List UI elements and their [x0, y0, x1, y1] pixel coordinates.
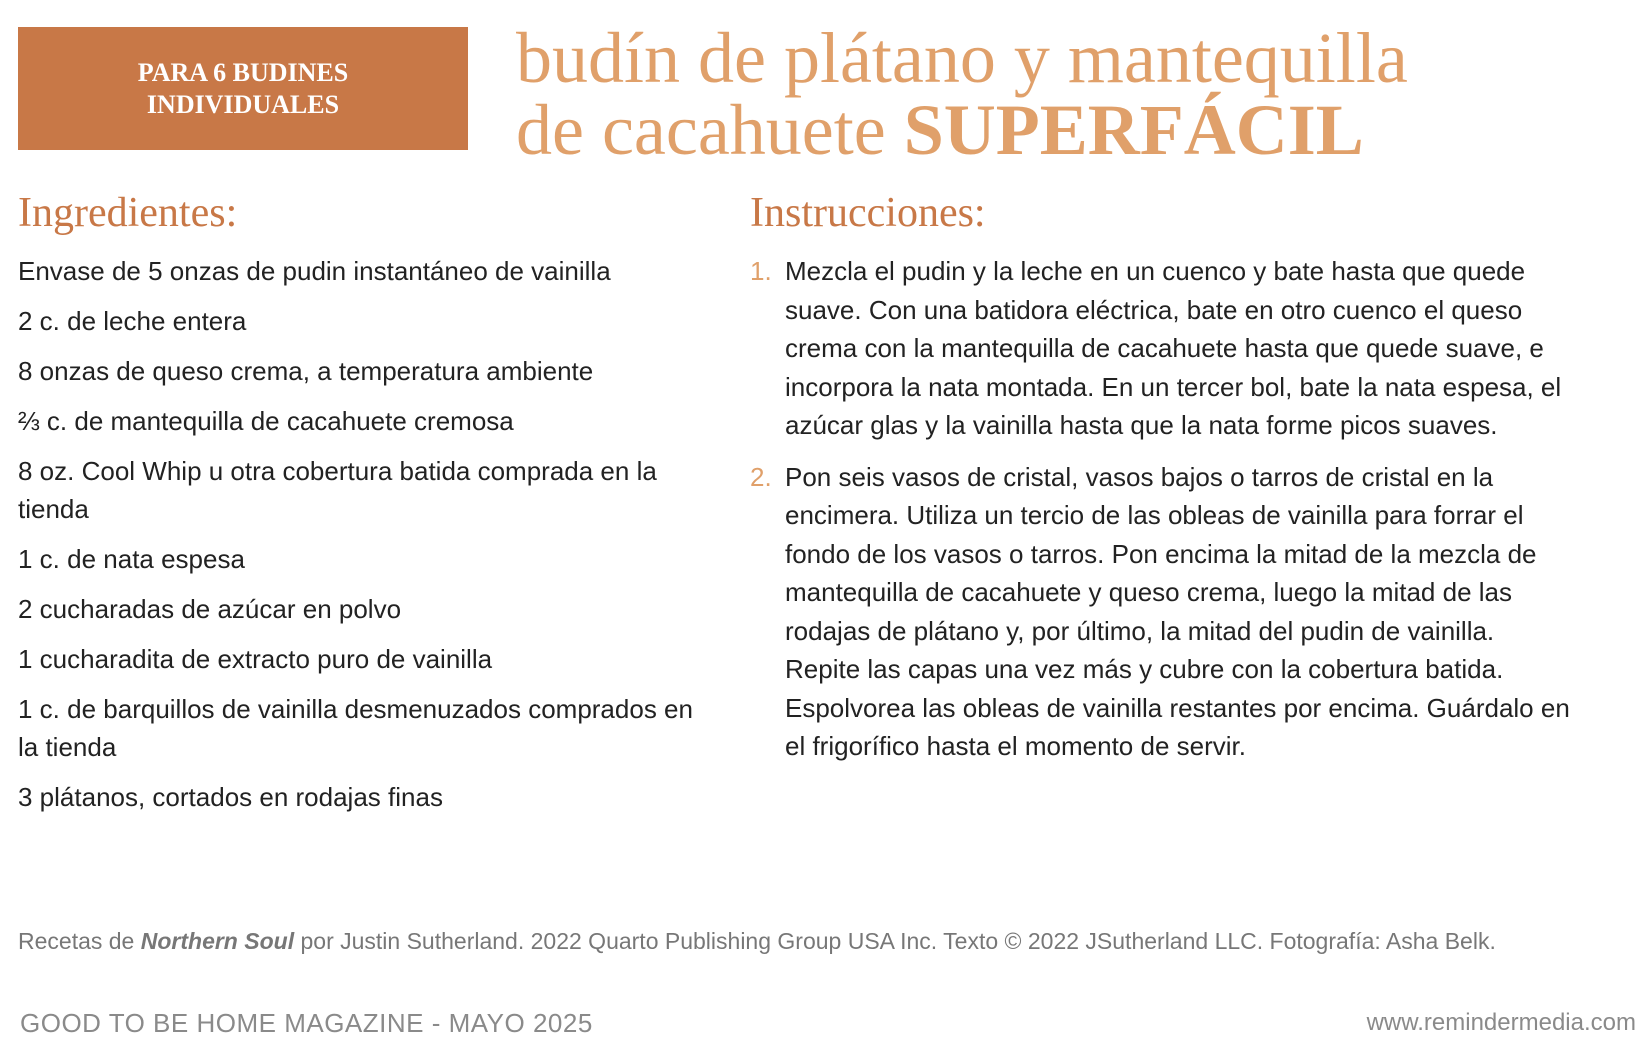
badge-line-1: PARA 6 BUDINES: [137, 57, 349, 87]
instructions-list: [750, 252, 1570, 779]
step-number: 1.: [750, 256, 772, 286]
recipe-credit: [18, 926, 1638, 956]
ingredient-item: 8 onzas de queso crema, a temperatura ambiente: [18, 356, 594, 386]
title-line-2: [516, 90, 1636, 170]
ingredient-item: 1 c. de nata espesa: [18, 544, 245, 574]
step-number: 2.: [750, 461, 772, 492]
credit-prefix: Recetas de: [18, 928, 141, 954]
ingredient-item: 3 plátanos, cortados en rodajas finas: [18, 782, 443, 812]
credit-suffix: por Justin Sutherland. 2022 Quarto Publishing Group USA Inc. Texto © 2022 JSutherland LLC. Fotografía: Asha Belk.: [294, 928, 1496, 954]
magazine-footer: GOOD TO BE HOME MAGAZINE - MAYO 2025: [20, 1008, 593, 1038]
step-text: Pon seis vasos de cristal, vasos bajos o tarros de cristal en la encimera. Utiliza un tercio de las obleas de vainilla para forrar el fondo de los vasos o tarros. Pon encima la mitad de la mezcla de mantequilla de cacahuete y queso crema, luego la mitad de las rodajas de plátano y, por último, la mitad del pudin de vainilla. Repite las capas una vez más y cubre con la cobertura batida. Espolvorea las obleas de vainilla restantes por encima. Guárdalo en el frigorífico hasta el momento de servir.: [785, 461, 1570, 761]
step-text: Mezcla el pudin y la leche en un cuenco y bate hasta que quede suave. Con una batidora eléctrica, bate en otro cuenco el queso crema con la mantequilla de cacahuete hasta que quede suave, e incorpora la nata montada. En un tercer bol, bate la nata espesa, el azúcar glas y la vainilla hasta que la nata forme picos suaves.: [785, 256, 1562, 440]
title-line-2-bold: SUPERFÁCIL: [903, 90, 1364, 170]
ingredient-item: 2 cucharadas de azúcar en polvo: [18, 594, 402, 624]
badge-line-2: INDIVIDUALES: [146, 89, 340, 119]
instruction-step: [750, 252, 1570, 445]
servings-badge: [18, 27, 468, 150]
ingredient-item: Envase de 5 onzas de pudin instantáneo de vainilla: [18, 256, 611, 286]
ingredient-item: 1 c. de barquillos de vainilla desmenuzados comprados en la tienda: [18, 694, 693, 762]
ingredient-item: 8 oz. Cool Whip u otra cobertura batida comprada en la tienda: [18, 456, 657, 524]
ingredient-item: 2 c. de leche entera: [18, 306, 247, 336]
credit-book-title: Northern Soul: [140, 928, 295, 954]
instructions-heading: Instrucciones:: [750, 190, 986, 236]
title-line-1: budín de plátano y mantequilla: [516, 18, 1408, 98]
ingredients-list: [18, 252, 718, 828]
ingredients-heading: Ingredientes:: [18, 190, 238, 236]
title-line-2-regular: de cacahuete: [516, 90, 904, 170]
ingredient-item: 1 cucharadita de extracto puro de vainilla: [18, 644, 493, 674]
ingredient-item: ⅔ c. de mantequilla de cacahuete cremosa: [18, 406, 514, 436]
website-footer: www.remindermedia.com: [1366, 1009, 1636, 1036]
recipe-title: [516, 18, 1636, 170]
instruction-step: [750, 458, 1570, 766]
